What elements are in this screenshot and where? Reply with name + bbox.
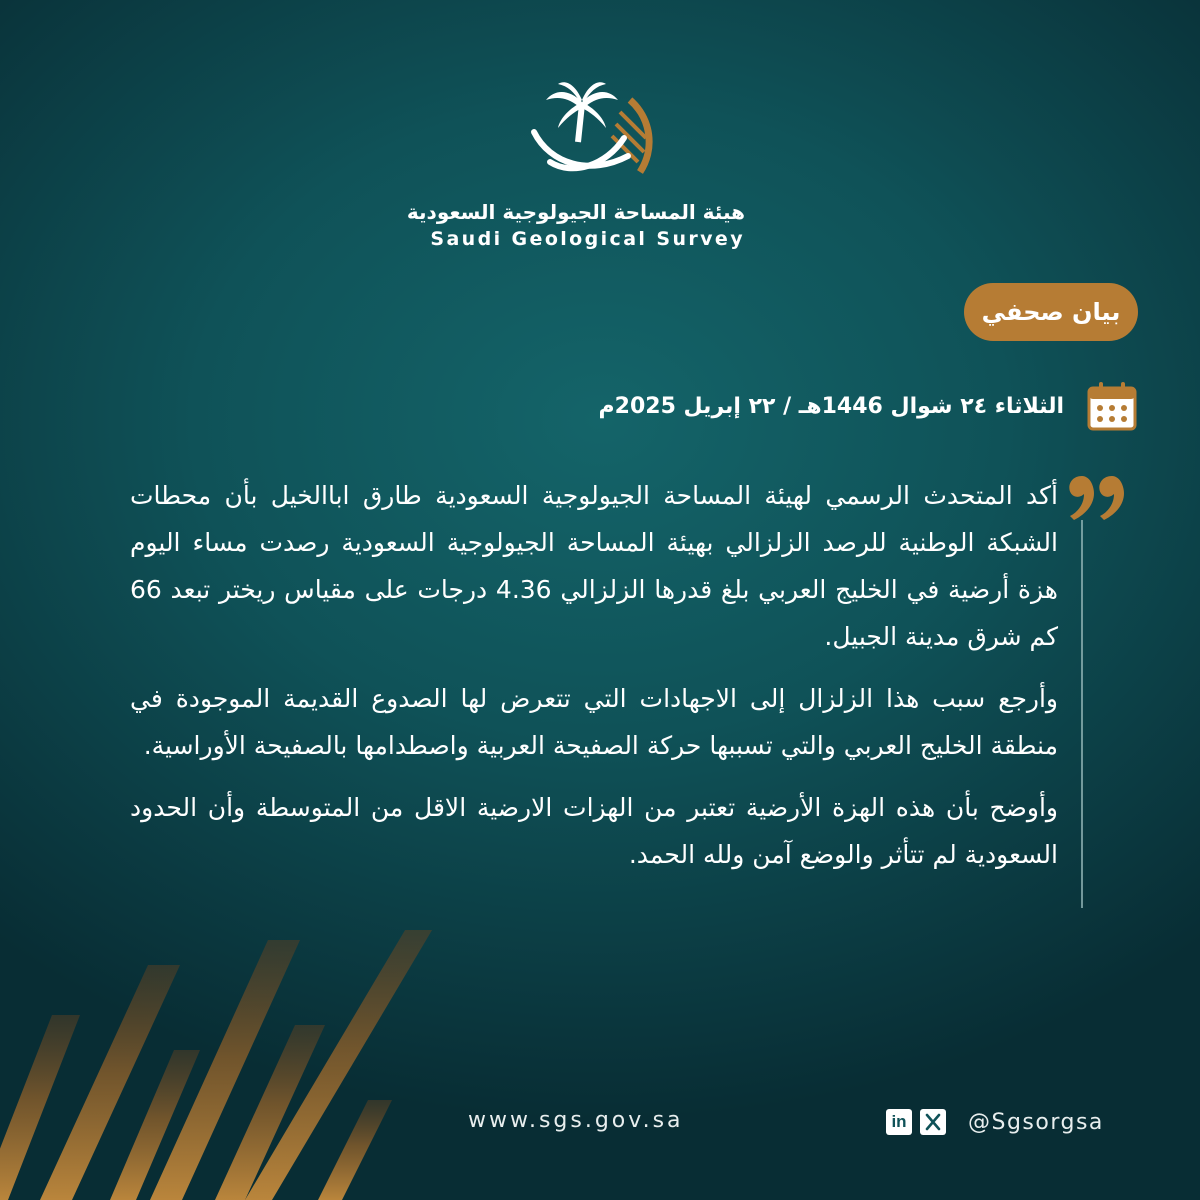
calendar-icon bbox=[1086, 380, 1138, 432]
website-link[interactable]: www.sgs.gov.sa bbox=[468, 1108, 684, 1133]
social-handle[interactable]: @Sgsorgsa bbox=[968, 1109, 1104, 1135]
quote-mark-icon bbox=[1068, 472, 1132, 522]
x-icon[interactable] bbox=[920, 1109, 946, 1135]
body-paragraph: وأرجع سبب هذا الزلزال إلى الاجهادات التي تتعرض لها الصدوع القديمة الموجودة في منطقة الخليج العربي والتي تسببها حركة الصفيحة العربية واصطدامها بالصفيحة الأوراسية. bbox=[130, 684, 1058, 760]
social-links bbox=[886, 1109, 1104, 1135]
quote-divider-line bbox=[1081, 520, 1083, 908]
decorative-stripes bbox=[0, 930, 460, 1200]
organization-name-arabic: هيئة المساحة الجيولوجية السعودية bbox=[406, 200, 745, 224]
organization-name-english: Saudi Geological Survey bbox=[430, 228, 745, 250]
body-paragraph: وأوضح بأن هذه الهزة الأرضية تعتبر من الهزات الارضية الاقل من المتوسطة وأن الحدود السعودية لم تتأثر والوضع آمن ولله الحمد. bbox=[130, 793, 1058, 869]
sgs-logo-icon bbox=[520, 72, 680, 192]
linkedin-label: in bbox=[891, 1112, 907, 1131]
press-release-label: بيان صحفي bbox=[981, 298, 1121, 326]
linkedin-icon[interactable] bbox=[886, 1109, 912, 1135]
publication-date: الثلاثاء ٢٤ شوال 1446هـ / ٢٢ إبريل 2025م bbox=[598, 394, 1064, 419]
press-release-badge bbox=[964, 283, 1138, 341]
press-release-body bbox=[130, 472, 1058, 893]
body-paragraph: أكد المتحدث الرسمي لهيئة المساحة الجيولوجية السعودية طارق اباالخيل بأن محطات الشبكة الوطنية للرصد الزلزالي بهيئة المساحة الجيولوجية السعودية رصدت مساء اليوم هزة أرضية في الخليج العربي بلغ قدرها الزلزالي 4.36 درجات على مقياس ريختر تبعد 66 كم شرق مدينة الجبيل. bbox=[130, 481, 1058, 651]
